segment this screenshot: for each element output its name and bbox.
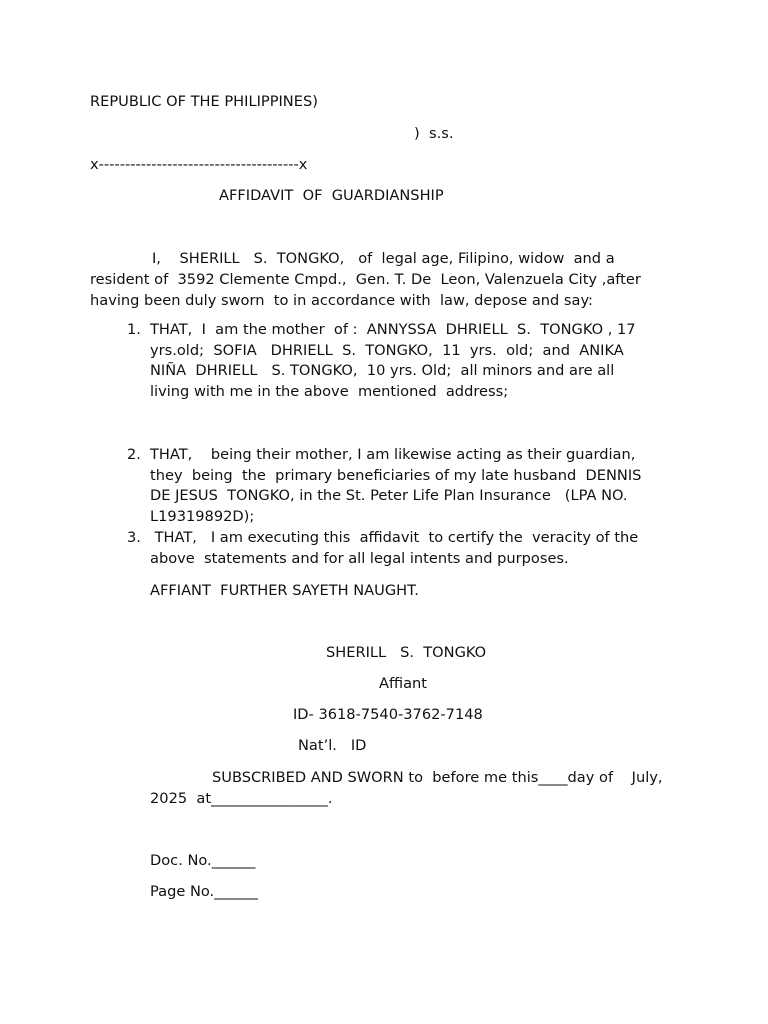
jurat-line: SUBSCRIBED AND SWORN to before me this____day of July,: [212, 769, 663, 786]
list-item-number: 3.: [127, 529, 141, 546]
jurat-line: 2025 at________________.: [150, 790, 333, 807]
list-item-3: [127, 528, 667, 569]
document-title: AFFIDAVIT OF GUARDIANSHIP: [219, 187, 444, 204]
list-item-line: above statements and for all legal intents and purposes.: [150, 549, 569, 567]
affiant-id-type: Nat’l. ID: [298, 737, 367, 754]
list-item-number: 2.: [127, 446, 141, 463]
list-item-line: NIÑA DHRIELL S. TONGKO, 10 yrs. Old; all minors and are all: [150, 362, 615, 380]
affiant-name: SHERILL S. TONGKO: [326, 644, 487, 661]
list-item-1: [127, 320, 667, 402]
list-item-line: living with me in the above mentioned address;: [150, 382, 509, 400]
list-item-line: DE JESUS TONGKO, in the St. Peter Life Plan Insurance (LPA NO.: [150, 487, 628, 505]
affiant-role: Affiant: [379, 675, 428, 692]
list-item-line: THAT, I am executing this affidavit to certify the veracity of the: [150, 529, 639, 546]
list-item-line: THAT, I am the mother of : ANNYSSA DHRIELL S. TONGKO , 17: [150, 321, 636, 338]
list-item-number: 1.: [127, 321, 141, 338]
list-item-line: THAT, being their mother, I am likewise acting as their guardian,: [150, 446, 636, 463]
list-item-body: [150, 528, 667, 569]
doc-number: Doc. No.______: [150, 852, 256, 869]
list-item-line: L19319892D);: [150, 507, 255, 525]
intro-line: I, SHERILL S. TONGKO, of legal age, Filipino, widow and a: [152, 250, 615, 267]
affiant-id-number: ID- 3618-7540-3762-7148: [293, 706, 483, 723]
republic-heading: REPUBLIC OF THE PHILIPPINES): [90, 93, 318, 110]
page-number: Page No.______: [150, 883, 258, 900]
intro-line: resident of 3592 Clemente Cmpd., Gen. T. De Leon, Valenzuela City ,after: [90, 271, 641, 288]
list-item-body: [150, 445, 667, 527]
ss-marker: ) s.s.: [414, 125, 454, 142]
list-item-body: [150, 320, 667, 402]
list-item-2: [127, 445, 667, 527]
list-item-line: yrs.old; SOFIA DHRIELL S. TONGKO, 11 yrs. old; and ANIKA: [150, 341, 624, 359]
intro-paragraph: [90, 248, 680, 311]
closing-statement: AFFIANT FURTHER SAYETH NAUGHT.: [150, 582, 419, 599]
jurat-paragraph: [150, 767, 710, 809]
list-item-line: they being the primary beneficiaries of my late husband DENNIS: [150, 466, 642, 484]
intro-line: having been duly sworn to in accordance with law, depose and say:: [90, 292, 593, 309]
caption-separator: x--------------------------------------x: [90, 156, 308, 173]
